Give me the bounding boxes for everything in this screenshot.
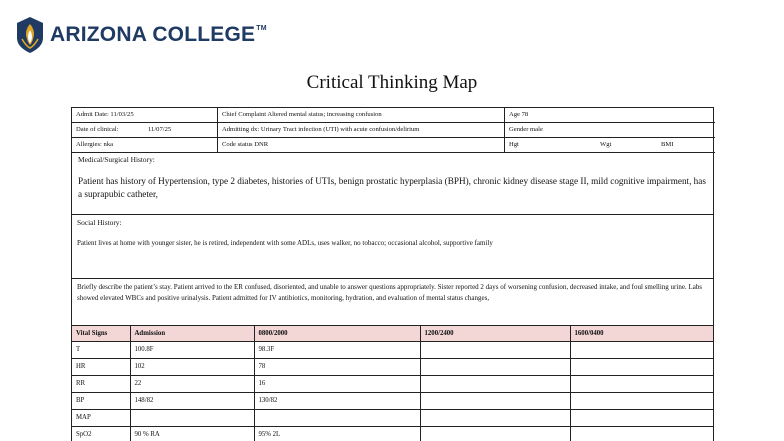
vital-value: [420, 409, 570, 426]
vital-value: [420, 375, 570, 392]
vital-label: T: [72, 341, 130, 358]
vital-value: [254, 409, 420, 426]
age: Age 78: [505, 108, 715, 123]
page-title: Critical Thinking Map: [306, 72, 478, 93]
vital-value: 102: [130, 358, 254, 375]
arizona-college-logo: [16, 14, 267, 56]
wgt-label: Wgt: [600, 141, 612, 148]
vital-value: 16: [254, 375, 420, 392]
medical-history-body: Patient has history of Hypertension, type 2 diabetes, histories of UTIs, benign prostatic hyperplasia (BPH), chronic kidney disease stage II, mild cognitive impairment, has a suprapubic catheter,: [78, 176, 706, 199]
vital-value: [570, 392, 713, 409]
bmi-label: BMI: [661, 141, 674, 148]
allergies: Allergies: nka: [72, 138, 218, 153]
vital-value: [130, 409, 254, 426]
patient-stay-section: [72, 279, 713, 326]
table-row: [72, 409, 713, 426]
vital-value: [570, 358, 713, 375]
vital-value: 100.8F: [130, 341, 254, 358]
vital-value: 22: [130, 375, 254, 392]
gender: Gender male: [505, 123, 715, 138]
vital-value: 90 % RA: [130, 426, 254, 441]
vital-value: [570, 375, 713, 392]
chief-complaint: Chief Complaint Altered mental status; increasing confusion: [218, 108, 505, 123]
date-of-clinical-label: Date of clinical:: [76, 126, 119, 133]
code-status: Code status DNR: [218, 138, 505, 153]
shield-flame-icon: [16, 16, 44, 54]
vital-label: BP: [72, 392, 130, 409]
patient-header-grid: [72, 108, 713, 153]
logo-text: ARIZONA COLLEGE™: [50, 23, 267, 46]
medical-history-section: [72, 153, 713, 215]
vitals-header-cell: 0800/2000: [254, 326, 420, 341]
social-history-section: [72, 215, 713, 279]
vital-value: 78: [254, 358, 420, 375]
table-row: [72, 392, 713, 409]
social-history-label: Social History:: [77, 218, 122, 227]
vital-value: [570, 426, 713, 441]
table-row: [72, 375, 713, 392]
vital-value: 148/82: [130, 392, 254, 409]
vital-value: [420, 341, 570, 358]
table-row: [72, 358, 713, 375]
patient-stay-body: Briefly describe the patient’s stay. Patient arrived to the ER confused, disoriented, and unable to answer questions appropriately. Sister reported 2 days of worsening confusion, decreased intake, and foul smelling urine. Labs showed elevated WBCs and positive urinalysis. Patient admitted for IV antibiotics, monitoring, hydration, and evaluation of mental status changes,: [77, 283, 703, 302]
vital-value: [420, 358, 570, 375]
vitals-header-cell: Admission: [130, 326, 254, 341]
vitals-header-row: [72, 326, 713, 341]
date-of-clinical: [72, 123, 218, 138]
table-row: [72, 341, 713, 358]
hgt-label: Hgt: [509, 141, 519, 148]
vital-value: [420, 426, 570, 441]
vitals-header-cell: Vital Signs: [72, 326, 130, 341]
vital-label: SpO2: [72, 426, 130, 441]
vital-label: MAP: [72, 409, 130, 426]
vitals-header-cell: 1200/2400: [420, 326, 570, 341]
vital-value: [420, 392, 570, 409]
critical-thinking-map-form: [71, 107, 714, 441]
vital-value: [570, 409, 713, 426]
vital-value: 98.3F: [254, 341, 420, 358]
vital-value: 130/82: [254, 392, 420, 409]
medical-history-label: Medical/Surgical History:: [78, 155, 155, 164]
vital-value: [570, 341, 713, 358]
table-row: [72, 426, 713, 441]
vital-value: 95% 2L: [254, 426, 420, 441]
vitals-header-cell: 1600/0400: [570, 326, 713, 341]
admitting-dx: Admitting dx: Urinary Tract infection (UTI) with acute confusion/delirium: [218, 123, 505, 138]
vital-signs-table: [72, 326, 713, 441]
height-weight-bmi: [505, 138, 715, 153]
date-of-clinical-value: 11/07/25: [148, 126, 172, 133]
social-history-body: Patient lives at home with younger sister, he is retired, independent with some ADLs, uses walker, no tobacco; occasional alcohol, supportive family: [77, 239, 493, 247]
vital-label: RR: [72, 375, 130, 392]
vital-label: HR: [72, 358, 130, 375]
admit-date: Admit Date: 11/03/25: [72, 108, 218, 123]
